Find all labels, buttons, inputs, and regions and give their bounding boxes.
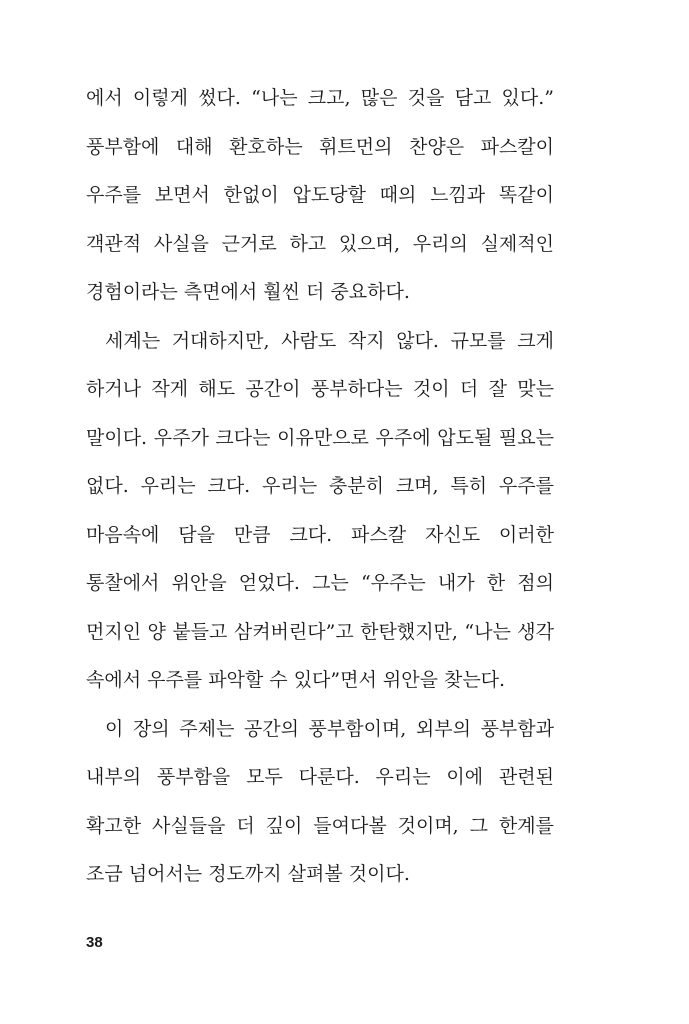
paragraph-chapter-theme: 이 장의 주제는 공간의 풍부함이며, 외부의 풍부함과 내부의 풍부함을 모두 다룬다. 우리는 이에 관련된 확고한 사실들을 더 깊이 들여다볼 것이며, 그 한계를 조금 넘어서는 정도까지 살펴볼 것이다. xyxy=(86,717,554,885)
page-number: 38 xyxy=(86,934,103,951)
body-text xyxy=(86,74,554,899)
paragraph-continuation: 에서 이렇게 썼다. “나는 크고, 많은 것을 담고 있다.” 풍부함에 대해 환호하는 휘트먼의 찬양은 파스칼이 우주를 보면서 한없이 압도당할 때의 느낌과 똑같이 객관적 사실을 근거로 하고 있으며, 우리의 실제적인 경험이라는 측면에서 훨씬 더 중요하다. xyxy=(86,87,554,303)
paragraph-world-and-people: 세계는 거대하지만, 사람도 작지 않다. 규모를 크게 하거나 작게 해도 공간이 풍부하다는 것이 더 잘 맞는 말이다. 우주가 크다는 이유만으로 우주에 압도될 필요는 없다. 우리는 크다. 우리는 충분히 크며, 특히 우주를 마음속에 담을 만큼 크다. 파스칼 자신도 이러한 통찰에서 위안을 얻었다. 그는 “우주는 내가 한 점의 먼지인 양 붙들고 삼켜버린다”고 한탄했지만, “나는 생각 속에서 우주를 파악할 수 있다”면서 위안을 찾는다. xyxy=(86,329,554,691)
